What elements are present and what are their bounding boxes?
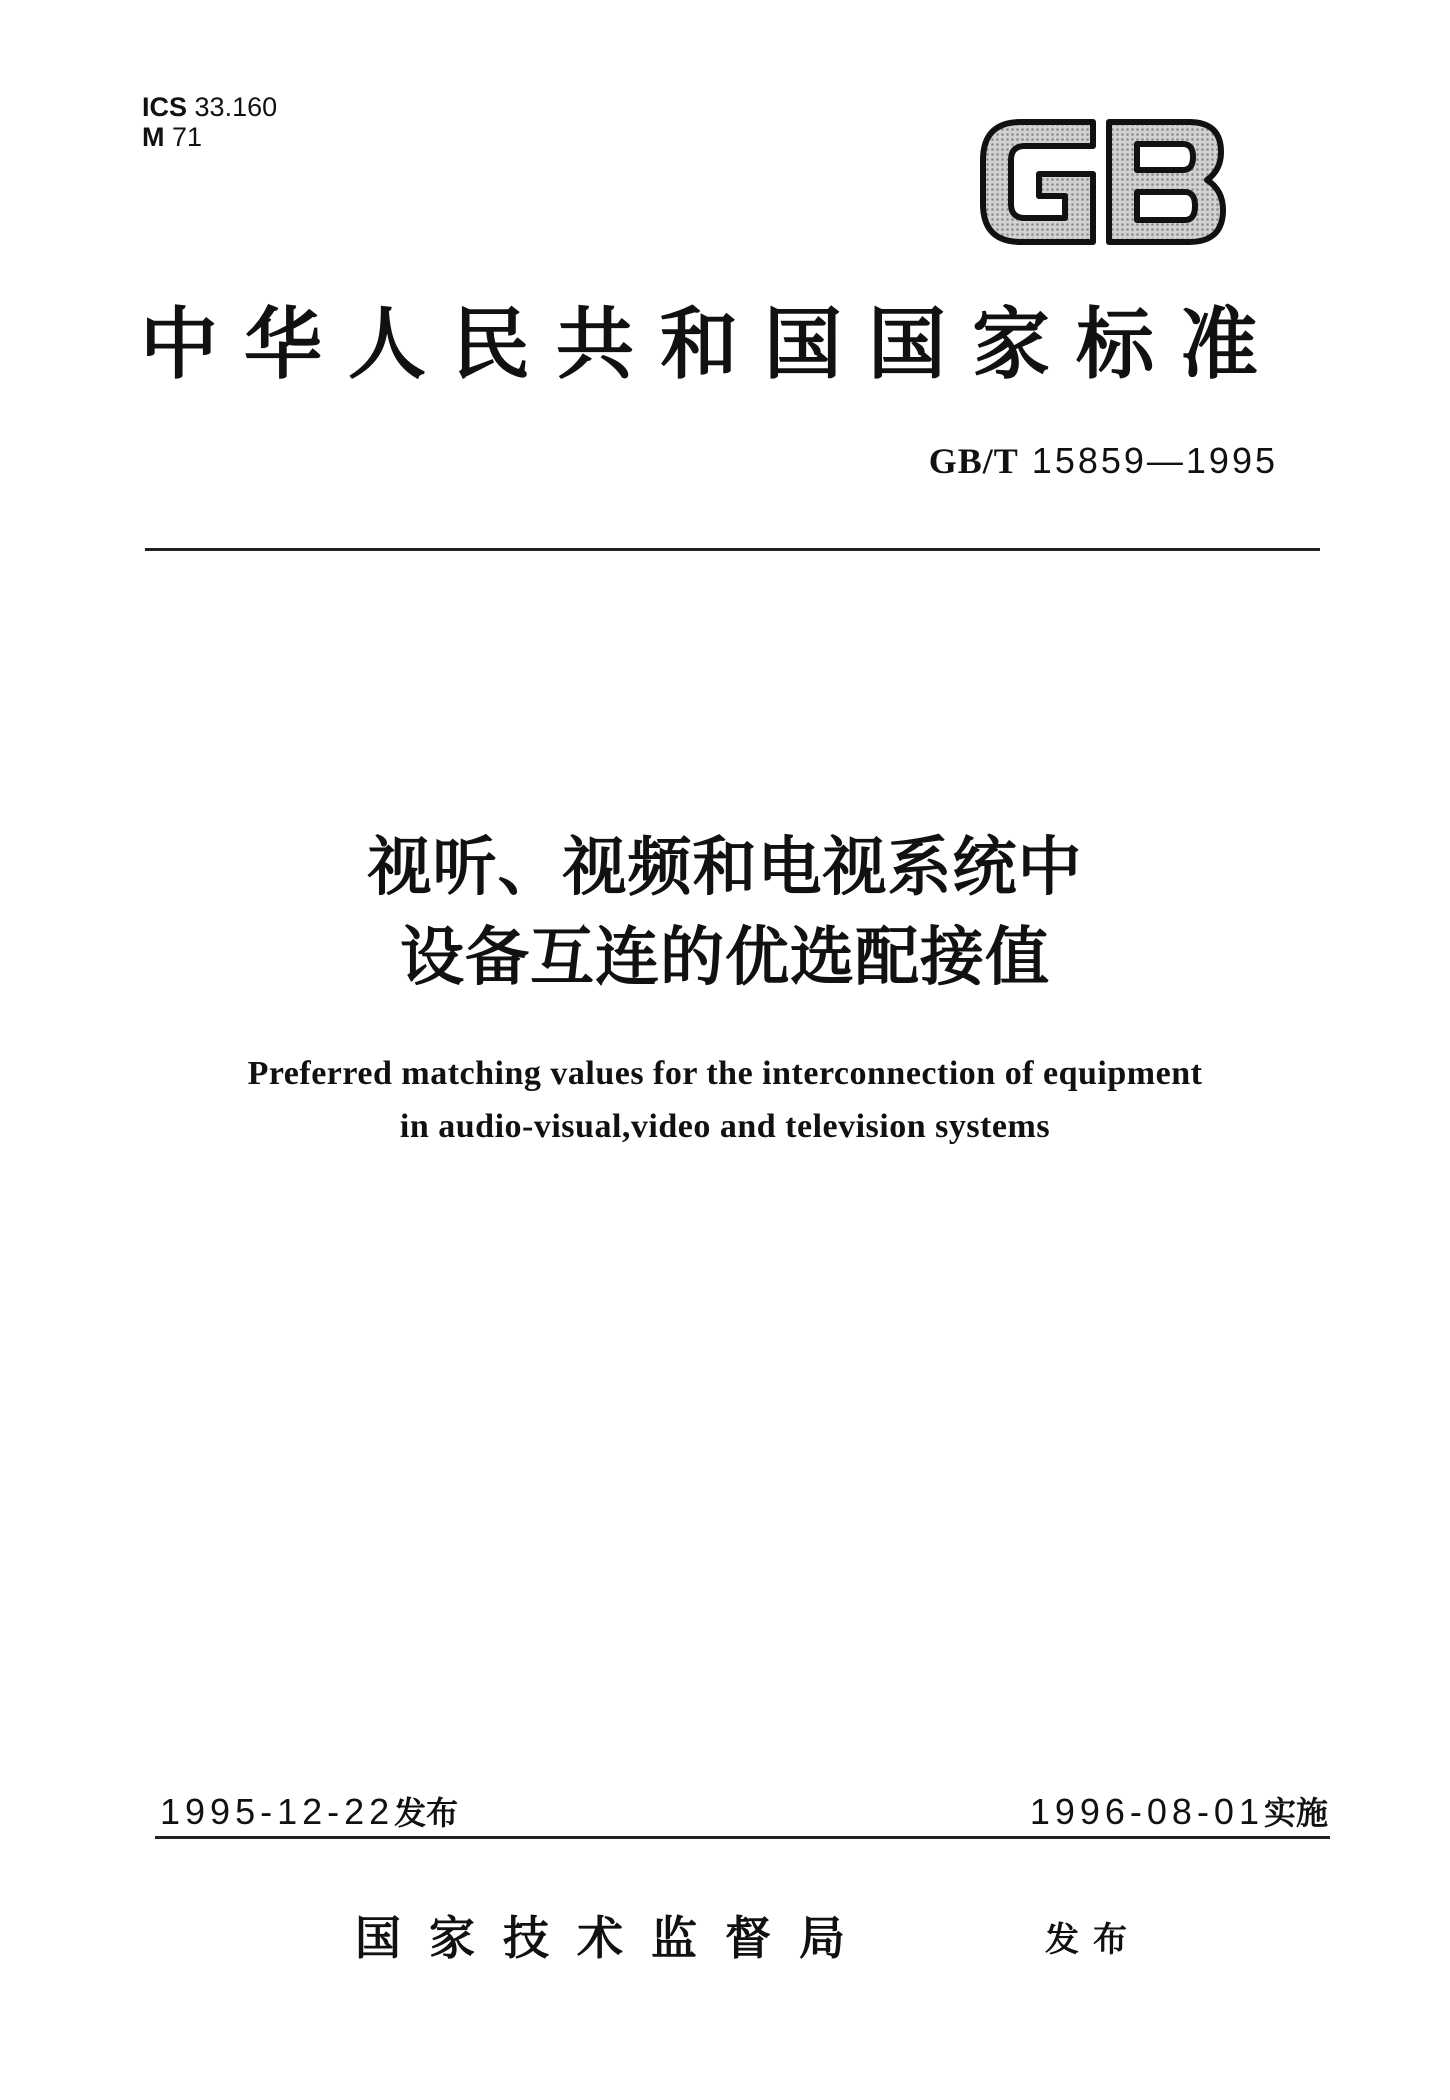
ccs-code: 71 bbox=[172, 122, 203, 152]
english-title-line-1: Preferred matching values for the interconnection of equipment bbox=[247, 1055, 1203, 1092]
release-date bbox=[160, 1788, 458, 1834]
classification-codes bbox=[142, 92, 277, 152]
english-title-line-2: in audio-visual,video and television systems bbox=[399, 1108, 1051, 1145]
standard-number-value: 15859—1995 bbox=[1031, 440, 1278, 481]
issuer-action: 发布 bbox=[1045, 1920, 1141, 1960]
footer-divider bbox=[155, 1836, 1330, 1839]
standard-number bbox=[929, 440, 1278, 482]
ccs-code-line bbox=[142, 122, 277, 152]
chinese-title-line-1: 视听、视频和电视系统中 bbox=[367, 831, 1083, 905]
gb-logo-letter-b bbox=[1109, 122, 1223, 242]
effective-label: 实施 bbox=[1263, 1794, 1328, 1832]
gb-logo bbox=[975, 112, 1230, 252]
header-divider bbox=[145, 548, 1320, 551]
ics-code: 33.160 bbox=[194, 92, 278, 122]
release-date-value: 1995-12-22 bbox=[160, 1791, 395, 1832]
chinese-title-line-2: 设备互连的优选配接值 bbox=[400, 921, 1050, 995]
effective-date bbox=[1030, 1788, 1328, 1834]
ccs-label: M bbox=[142, 122, 165, 152]
effective-date-value: 1996-08-01 bbox=[1029, 1791, 1264, 1832]
standard-prefix: GB/T bbox=[928, 441, 1019, 481]
gb-logo-letter-g bbox=[983, 122, 1093, 242]
issuing-authority: 国家技术监督局 bbox=[355, 1911, 873, 1965]
release-label: 发布 bbox=[394, 1794, 459, 1832]
ics-code-line bbox=[142, 92, 277, 122]
ics-label: ICS bbox=[142, 92, 188, 122]
national-standard-title: 中华人民共和国国家标准 bbox=[140, 300, 1285, 390]
